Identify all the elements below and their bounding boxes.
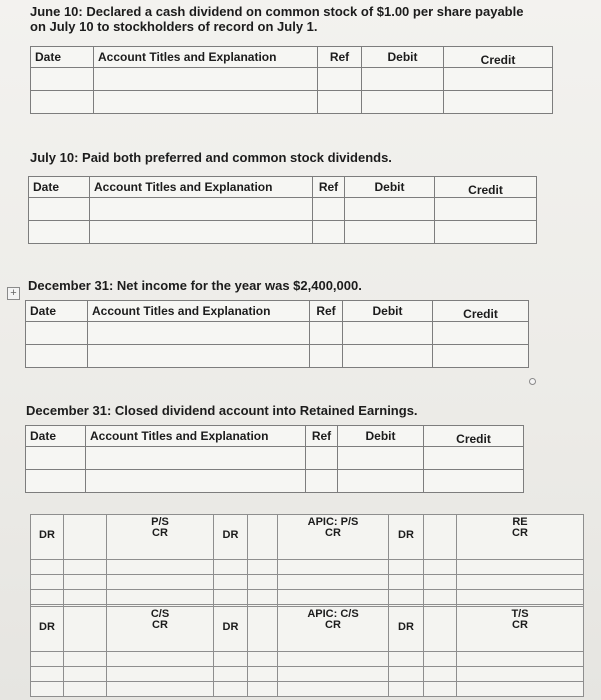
account-cell[interactable] bbox=[86, 447, 306, 470]
journal-header-row bbox=[26, 301, 529, 322]
prompt-line: July 10: Paid both preferred and common stock dividends. bbox=[30, 150, 392, 165]
ref-header: Ref bbox=[310, 301, 343, 322]
t-account-header-row bbox=[31, 607, 584, 652]
account-header: Account Titles and Explanation bbox=[94, 47, 318, 68]
table-row[interactable] bbox=[29, 221, 537, 244]
ref-header: Ref bbox=[306, 426, 338, 447]
t-account-row[interactable] bbox=[31, 560, 584, 575]
account-header: Account Titles and Explanation bbox=[88, 301, 310, 322]
entry-prompt bbox=[26, 403, 418, 418]
t-account-header-row bbox=[31, 515, 584, 560]
date-header: Date bbox=[26, 426, 86, 447]
date-cell[interactable] bbox=[31, 68, 94, 91]
ref-cell[interactable] bbox=[318, 91, 362, 114]
table-row[interactable] bbox=[26, 345, 529, 368]
ref-cell[interactable] bbox=[310, 345, 343, 368]
t-account-label: RE CR bbox=[457, 515, 584, 560]
debit-header: Debit bbox=[338, 426, 424, 447]
credit-cell[interactable] bbox=[433, 345, 529, 368]
t-account-label: APIC: P/S CR bbox=[278, 515, 389, 560]
debit-cell[interactable] bbox=[345, 198, 435, 221]
account-cell[interactable] bbox=[94, 68, 318, 91]
credit-cell[interactable] bbox=[444, 91, 553, 114]
credit-cell[interactable] bbox=[433, 322, 529, 345]
ref-cell[interactable] bbox=[306, 447, 338, 470]
credit-header: Credit bbox=[433, 301, 529, 322]
debit-cell[interactable] bbox=[362, 91, 444, 114]
resize-handle[interactable] bbox=[529, 378, 536, 385]
credit-header: Credit bbox=[435, 177, 537, 198]
account-cell[interactable] bbox=[88, 345, 310, 368]
date-cell[interactable] bbox=[26, 447, 86, 470]
date-cell[interactable] bbox=[26, 470, 86, 493]
table-row[interactable] bbox=[29, 198, 537, 221]
account-header: Account Titles and Explanation bbox=[86, 426, 306, 447]
t-account-label: APIC: C/S CR bbox=[278, 607, 389, 652]
table-row[interactable] bbox=[31, 91, 553, 114]
t-account-grid bbox=[30, 606, 584, 697]
t-account-label: T/S CR bbox=[457, 607, 584, 652]
journal-table bbox=[28, 176, 537, 244]
debit-cell[interactable] bbox=[345, 221, 435, 244]
account-cell[interactable] bbox=[94, 91, 318, 114]
debit-header: Debit bbox=[362, 47, 444, 68]
date-cell[interactable] bbox=[26, 345, 88, 368]
account-cell[interactable] bbox=[88, 322, 310, 345]
credit-cell[interactable] bbox=[435, 198, 537, 221]
expand-icon[interactable]: + bbox=[7, 287, 20, 300]
ref-cell[interactable] bbox=[313, 221, 345, 244]
table-row[interactable] bbox=[31, 68, 553, 91]
date-cell[interactable] bbox=[29, 198, 90, 221]
account-cell[interactable] bbox=[86, 470, 306, 493]
ref-header: Ref bbox=[318, 47, 362, 68]
journal-table bbox=[25, 425, 524, 493]
journal-header-row bbox=[29, 177, 537, 198]
prompt-line: December 31: Closed dividend account into Retained Earnings. bbox=[26, 403, 418, 418]
prompt-line: on July 10 to stockholders of record on July 1. bbox=[30, 19, 318, 34]
entry-prompt bbox=[30, 4, 523, 34]
ref-header: Ref bbox=[313, 177, 345, 198]
credit-cell[interactable] bbox=[424, 447, 524, 470]
debit-header: Debit bbox=[343, 301, 433, 322]
date-header: Date bbox=[26, 301, 88, 322]
account-cell[interactable] bbox=[90, 221, 313, 244]
dr-label: DR bbox=[31, 607, 64, 652]
entry-prompt bbox=[30, 150, 392, 165]
dr-label: DR bbox=[389, 607, 424, 652]
ref-cell[interactable] bbox=[313, 198, 345, 221]
entry-prompt bbox=[28, 278, 362, 293]
ref-cell[interactable] bbox=[306, 470, 338, 493]
ref-cell[interactable] bbox=[318, 68, 362, 91]
debit-cell[interactable] bbox=[338, 447, 424, 470]
debit-header: Debit bbox=[345, 177, 435, 198]
t-account-row[interactable] bbox=[31, 667, 584, 682]
table-row[interactable] bbox=[26, 470, 524, 493]
debit-cell[interactable] bbox=[343, 322, 433, 345]
dr-label: DR bbox=[214, 607, 248, 652]
t-account-row[interactable] bbox=[31, 575, 584, 590]
credit-cell[interactable] bbox=[444, 68, 553, 91]
credit-header: Credit bbox=[444, 47, 553, 68]
date-cell[interactable] bbox=[31, 91, 94, 114]
debit-cell[interactable] bbox=[343, 345, 433, 368]
t-account-row[interactable] bbox=[31, 590, 584, 605]
table-row[interactable] bbox=[26, 322, 529, 345]
account-header: Account Titles and Explanation bbox=[90, 177, 313, 198]
journal-header-row bbox=[26, 426, 524, 447]
journal-table bbox=[25, 300, 529, 368]
journal-table bbox=[30, 46, 553, 114]
credit-cell[interactable] bbox=[435, 221, 537, 244]
date-cell[interactable] bbox=[29, 221, 90, 244]
t-account-grid bbox=[30, 514, 584, 620]
prompt-line: December 31: Net income for the year was $2,400,000. bbox=[28, 278, 362, 293]
t-account-row[interactable] bbox=[31, 682, 584, 697]
debit-cell[interactable] bbox=[362, 68, 444, 91]
dr-label: DR bbox=[31, 515, 64, 560]
ref-cell[interactable] bbox=[310, 322, 343, 345]
account-cell[interactable] bbox=[90, 198, 313, 221]
debit-cell[interactable] bbox=[338, 470, 424, 493]
t-account-label: P/S CR bbox=[107, 515, 214, 560]
dr-label: DR bbox=[214, 515, 248, 560]
date-header: Date bbox=[31, 47, 94, 68]
table-row[interactable] bbox=[26, 447, 524, 470]
date-header: Date bbox=[29, 177, 90, 198]
date-cell[interactable] bbox=[26, 322, 88, 345]
journal-header-row bbox=[31, 47, 553, 68]
credit-header: Credit bbox=[424, 426, 524, 447]
t-account-label: C/S CR bbox=[107, 607, 214, 652]
dr-label: DR bbox=[389, 515, 424, 560]
prompt-line: June 10: Declared a cash dividend on common stock of $1.00 per share payable bbox=[30, 4, 524, 19]
credit-cell[interactable] bbox=[424, 470, 524, 493]
t-account-row[interactable] bbox=[31, 652, 584, 667]
